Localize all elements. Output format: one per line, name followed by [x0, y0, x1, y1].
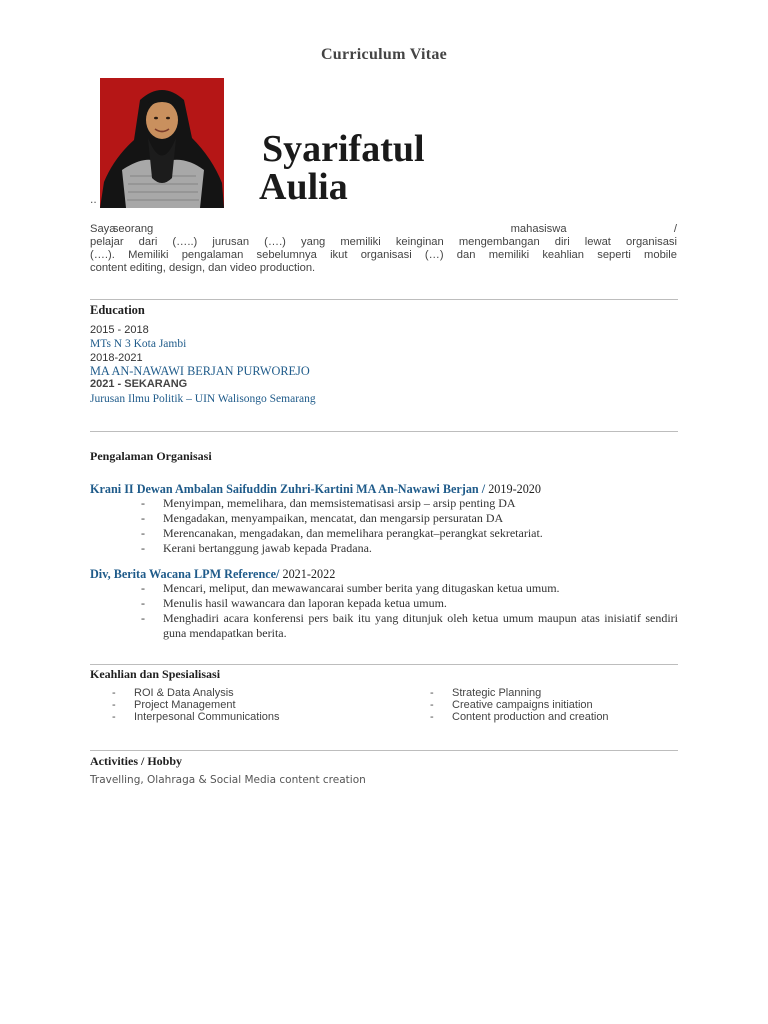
- page-marker: ..: [90, 192, 97, 206]
- list-item: - Interpesonal Communications: [112, 711, 280, 723]
- section-divider: [90, 431, 678, 432]
- list-item: - Menghadiri acara konferensi pers baik itu yang ditunjuk oleh ketua umum maupun atas inisiatif sendiri guna mendapatkan berita.: [141, 611, 678, 640]
- skills-list-right: [430, 687, 670, 723]
- skills-heading: Keahlian dan Spesialisasi: [90, 667, 221, 681]
- summary-line-1: [90, 223, 677, 236]
- list-item: - Project Management: [112, 699, 236, 711]
- duty-text: Menghadiri acara konferensi pers baik itu yang ditunjuk oleh ketua umum maupun atas inisiatif sendiri guna mendapatkan berita.: [163, 611, 678, 640]
- summary-word: /: [673, 223, 677, 235]
- skill-text: Interpesonal Communications: [134, 711, 280, 723]
- education-school: MTs N 3 Kota Jambi: [90, 338, 187, 350]
- section-divider: [90, 299, 678, 300]
- education-years: 2018-2021: [90, 352, 143, 364]
- skills-list-left: [112, 687, 412, 723]
- name-first: Syarifatul: [262, 128, 425, 170]
- skill-text: Creative campaigns initiation: [452, 699, 593, 711]
- duty-text: Mengadakan, menyampaikan, mencatat, dan mengarsip persuratan DA: [163, 511, 504, 525]
- document-title: Curriculum Vitae: [320, 46, 448, 63]
- summary-line-3: (….). Memiliki pengalaman sebelumnya ikut organisasi (…) dan memiliki keahlian seperti mobile: [90, 249, 677, 261]
- organization-duties-list: [141, 581, 678, 641]
- organization-role-name: Div, Berita Wacana LPM Reference/: [90, 567, 280, 581]
- summary-word: seorang: [112, 223, 154, 235]
- education-heading: Education: [90, 303, 145, 317]
- organization-heading: Pengalaman Organisasi: [90, 449, 212, 463]
- list-item: - Merencanakan, mengadakan, dan memelihara perangkat–perangkat sekretariat.: [141, 526, 543, 540]
- skill-text: Strategic Planning: [452, 687, 542, 699]
- duty-text: Merencanakan, mengadakan, dan memelihara perangkat–perangkat sekretariat.: [163, 526, 543, 540]
- list-item: - Mencari, meliput, dan mewawancarai sumber berita yang ditugaskan ketua umum.: [141, 581, 560, 595]
- organization-duties-list: [141, 496, 641, 556]
- skill-text: ROI & Data Analysis: [134, 687, 234, 699]
- education-school: Jurusan Ilmu Politik – UIN Walisongo Semarang: [90, 393, 316, 405]
- organization-role-name: Krani II Dewan Ambalan Saifuddin Zuhri-Kartini MA An-Nawawi Berjan /: [90, 482, 486, 496]
- name-last: Aulia: [259, 166, 348, 208]
- full-name: [259, 128, 425, 208]
- hobby-text: Travelling, Olahraga & Social Media content creation: [90, 774, 366, 786]
- summary-line-4: content editing, design, dan video production.: [90, 262, 316, 274]
- list-item: - Menulis hasil wawancara dan laporan kepada ketua umum.: [141, 596, 447, 610]
- organization-role-years: 2021-2022: [279, 567, 336, 581]
- list-item: - ROI & Data Analysis: [112, 687, 234, 699]
- skill-text: Project Management: [134, 699, 236, 711]
- section-divider: [90, 664, 678, 665]
- hobby-heading: Activities / Hobby: [90, 754, 182, 768]
- organization-role-years: 2019-2020: [485, 482, 541, 496]
- education-years: 2021 - SEKARANG: [90, 378, 188, 390]
- person-portrait-icon: [100, 78, 224, 208]
- list-item: - Creative campaigns initiation: [430, 699, 593, 711]
- section-divider: [90, 750, 678, 751]
- organization-role-title: [90, 482, 541, 497]
- education-school: MA AN-NAWAWI BERJAN PURWOREJO: [90, 364, 310, 378]
- summary-line-2: pelajar dari (…..) jurusan (….) yang memiliki keinginan mengembangan diri lewat organisasi: [90, 236, 677, 248]
- organization-role-title: [90, 567, 335, 582]
- duty-text: Kerani bertanggung jawab kepada Pradana.: [163, 541, 372, 555]
- duty-text: Mencari, meliput, dan mewawancarai sumber berita yang ditugaskan ketua umum.: [163, 581, 560, 595]
- profile-summary: [90, 223, 677, 275]
- skill-text: Content production and creation: [452, 711, 609, 723]
- summary-word: mahasiswa: [510, 223, 567, 235]
- education-years: 2015 - 2018: [90, 324, 149, 336]
- list-item: - Mengadakan, menyampaikan, mencatat, dan mengarsip persuratan DA: [141, 511, 504, 525]
- profile-photo: [100, 78, 224, 208]
- list-item: - Strategic Planning: [430, 687, 542, 699]
- list-item: - Content production and creation: [430, 711, 609, 723]
- duty-text: Menulis hasil wawancara dan laporan kepada ketua umum.: [163, 596, 447, 610]
- list-item: - Menyimpan, memelihara, dan memsistematisasi arsip – arsip penting DA: [141, 496, 516, 510]
- duty-text: Menyimpan, memelihara, dan memsistematisasi arsip – arsip penting DA: [163, 496, 516, 510]
- list-item: - Kerani bertanggung jawab kepada Pradana.: [141, 541, 372, 555]
- summary-word: Saya: [90, 223, 116, 235]
